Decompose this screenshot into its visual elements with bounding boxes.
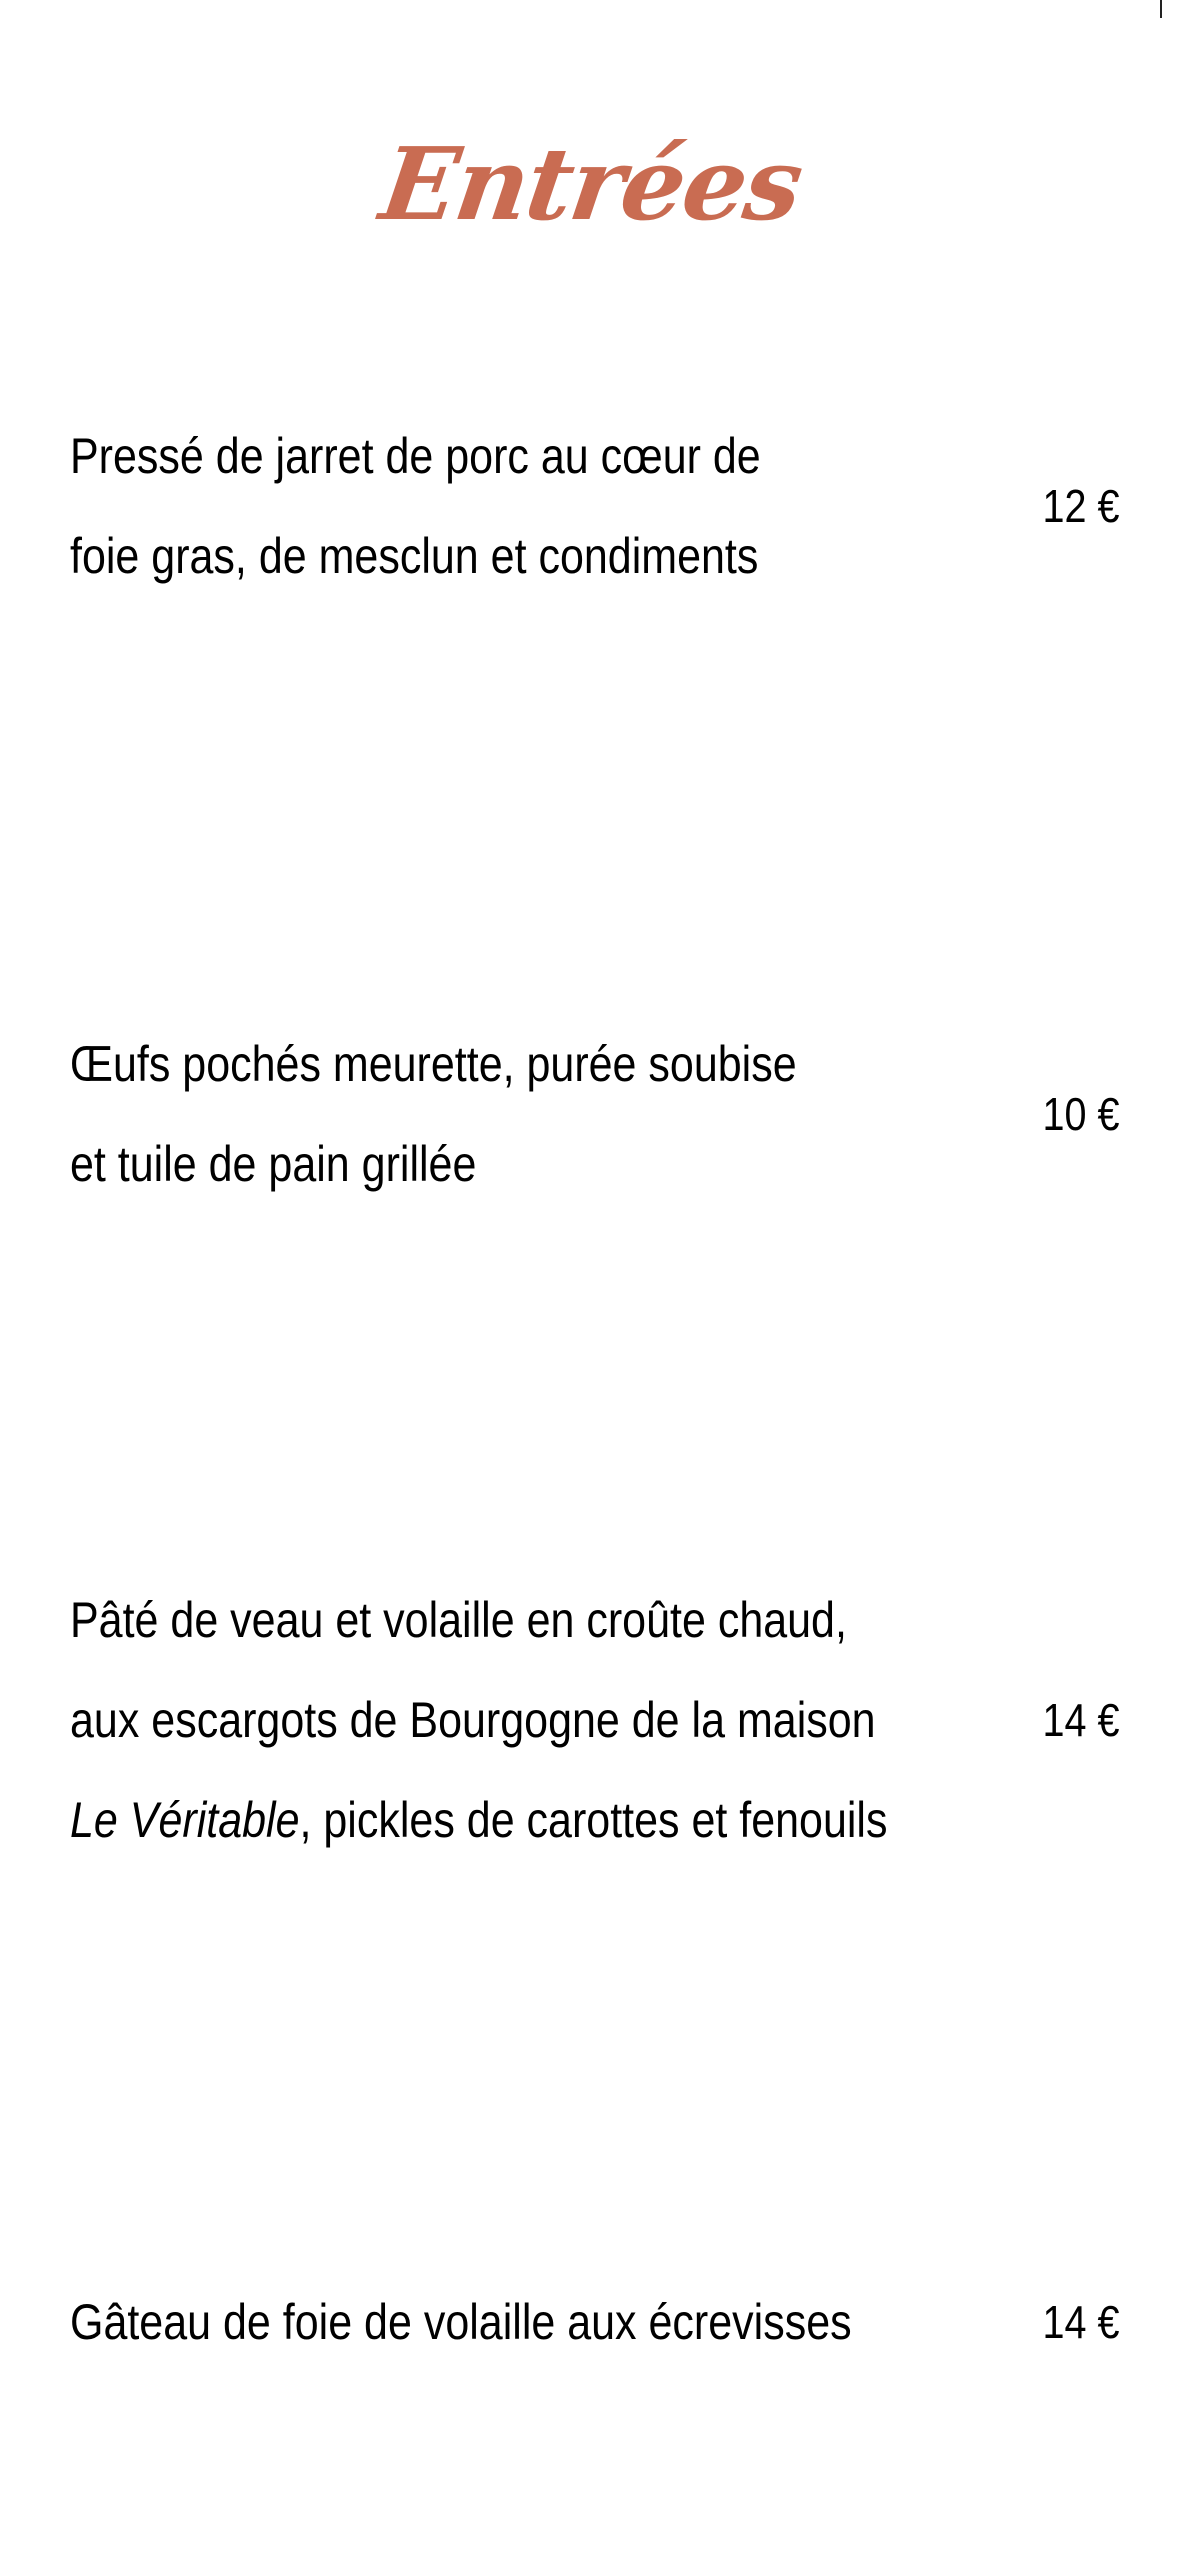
menu-item-description (70, 1014, 896, 1214)
menu-item-description (70, 406, 896, 606)
menu-item-description (70, 1570, 896, 1870)
menu-item-price: 10 € (1043, 1088, 1120, 1140)
description-line: Pressé de jarret de porc au cœur de (70, 428, 761, 484)
menu-item-price: 14 € (1043, 2296, 1120, 2348)
description-line: et tuile de pain grillée (70, 1136, 477, 1192)
description-line: Œufs pochés meurette, purée soubise (70, 1036, 797, 1092)
menu-item-description (70, 2272, 896, 2372)
menu-item (70, 406, 1120, 606)
description-line: aux escargots de Bourgogne de la maison (70, 1692, 876, 1748)
description-line-rest: , pickles de carottes et fenouils (299, 1792, 888, 1848)
menu-item (70, 2272, 1120, 2372)
menu-item (70, 1014, 1120, 1214)
description-line: Pâté de veau et volaille en croûte chaud, (70, 1592, 847, 1648)
menu-item-price: 12 € (1043, 480, 1120, 532)
scroll-indicator (1160, 0, 1162, 18)
page-title: Entrées (374, 125, 808, 243)
menu-item-price: 14 € (1043, 1694, 1120, 1746)
description-line: Gâteau de foie de volaille aux écrevisses (70, 2294, 852, 2350)
description-line (70, 1770, 896, 1870)
menu-item (70, 1570, 1120, 1870)
description-line: foie gras, de mesclun et condiments (70, 528, 759, 584)
italic-name: Le Véritable (70, 1792, 300, 1848)
